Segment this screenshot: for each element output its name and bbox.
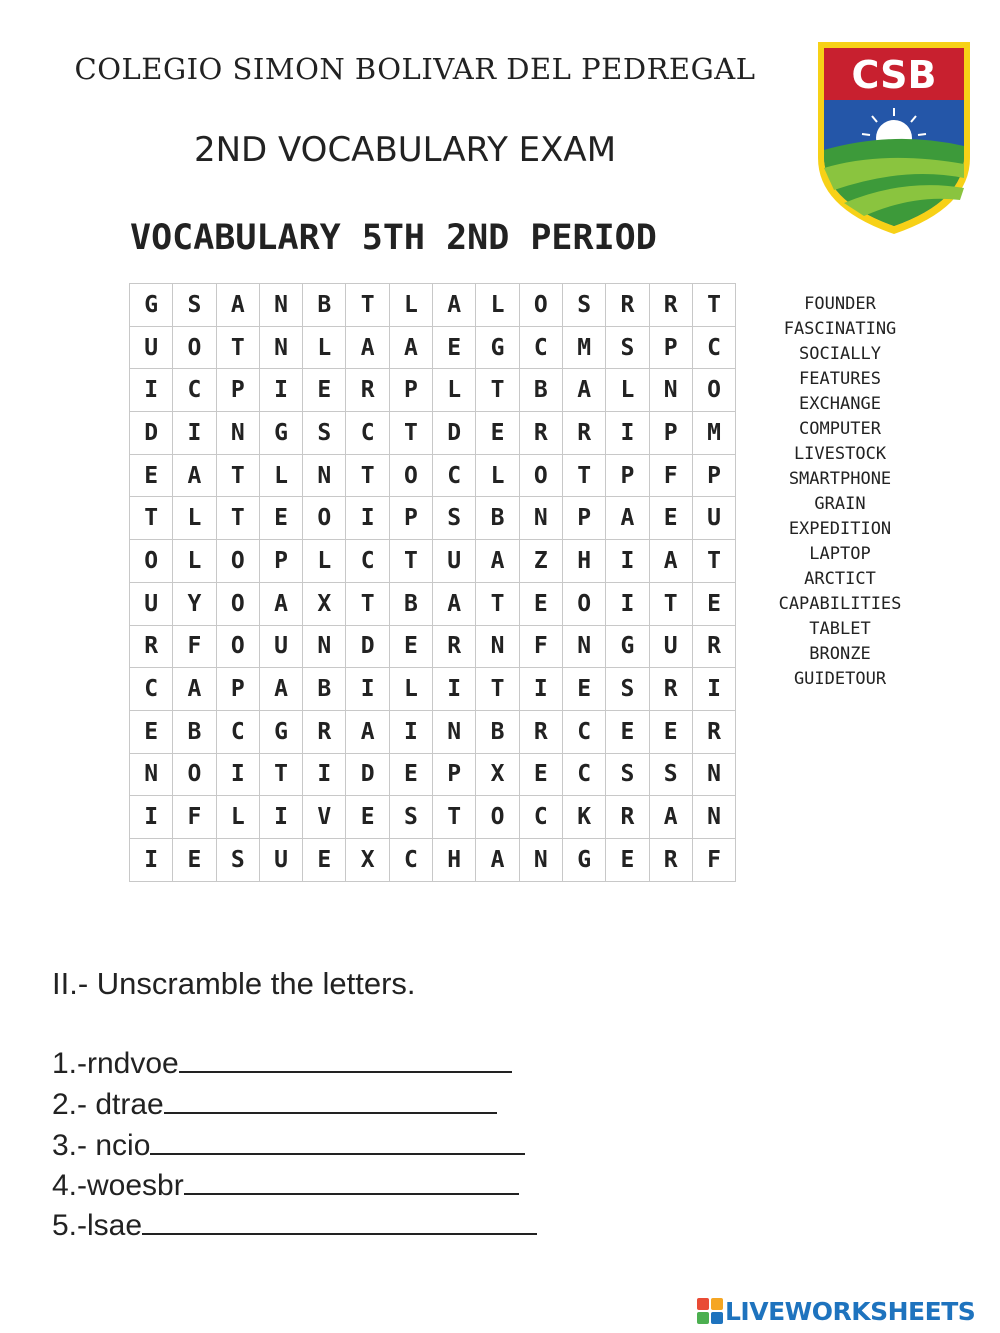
grid-cell[interactable]: E: [130, 710, 173, 753]
grid-cell[interactable]: N: [303, 454, 346, 497]
grid-cell[interactable]: M: [562, 326, 605, 369]
grid-cell[interactable]: R: [606, 796, 649, 839]
grid-cell[interactable]: P: [259, 540, 302, 583]
grid-cell[interactable]: E: [562, 668, 605, 711]
grid-cell[interactable]: P: [216, 369, 259, 412]
grid-cell[interactable]: G: [562, 838, 605, 881]
grid-cell[interactable]: O: [216, 540, 259, 583]
grid-cell[interactable]: L: [259, 454, 302, 497]
grid-cell[interactable]: G: [130, 284, 173, 327]
grid-cell[interactable]: I: [606, 582, 649, 625]
grid-cell[interactable]: A: [476, 540, 519, 583]
grid-cell[interactable]: N: [259, 326, 302, 369]
grid-cell[interactable]: E: [519, 582, 562, 625]
scrambled-word: 3.- ncio: [52, 1129, 151, 1162]
grid-cell[interactable]: T: [433, 796, 476, 839]
grid-cell[interactable]: I: [130, 838, 173, 881]
grid-cell[interactable]: C: [519, 326, 562, 369]
grid-row: [130, 753, 736, 796]
grid-cell[interactable]: I: [173, 412, 216, 455]
grid-cell[interactable]: I: [519, 668, 562, 711]
grid-cell[interactable]: D: [346, 625, 389, 668]
grid-cell[interactable]: N: [216, 412, 259, 455]
grid-cell[interactable]: F: [519, 625, 562, 668]
grid-cell[interactable]: A: [649, 796, 692, 839]
word-list-item: ARCTICT: [804, 569, 876, 589]
grid-cell[interactable]: A: [173, 454, 216, 497]
grid-cell[interactable]: N: [476, 625, 519, 668]
grid-cell[interactable]: I: [346, 497, 389, 540]
grid-cell[interactable]: B: [519, 369, 562, 412]
grid-cell[interactable]: K: [562, 796, 605, 839]
grid-cell[interactable]: B: [173, 710, 216, 753]
grid-cell[interactable]: C: [692, 326, 735, 369]
grid-cell[interactable]: R: [519, 710, 562, 753]
grid-cell[interactable]: R: [346, 369, 389, 412]
grid-row: [130, 326, 736, 369]
grid-cell[interactable]: E: [259, 497, 302, 540]
word-list-item: CAPABILITIES: [778, 594, 902, 614]
grid-cell[interactable]: A: [433, 284, 476, 327]
grid-cell[interactable]: X: [346, 838, 389, 881]
grid-cell[interactable]: S: [606, 668, 649, 711]
grid-cell[interactable]: I: [130, 796, 173, 839]
grid-cell[interactable]: T: [562, 454, 605, 497]
grid-cell[interactable]: I: [433, 668, 476, 711]
word-search-title: VOCABULARY 5TH 2ND PERIOD: [130, 218, 657, 258]
grid-cell[interactable]: U: [130, 326, 173, 369]
word-list-item: TABLET: [809, 619, 871, 639]
grid-cell[interactable]: X: [476, 753, 519, 796]
unscramble-item-4: [52, 1167, 519, 1203]
grid-row: [130, 454, 736, 497]
grid-cell[interactable]: M: [692, 412, 735, 455]
grid-cell[interactable]: I: [692, 668, 735, 711]
word-list-item: SOCIALLY: [799, 344, 881, 364]
grid-cell[interactable]: C: [562, 710, 605, 753]
grid-cell[interactable]: N: [433, 710, 476, 753]
logo-text: CSB: [851, 53, 937, 97]
grid-cell[interactable]: I: [606, 412, 649, 455]
grid-cell[interactable]: P: [606, 454, 649, 497]
grid-cell[interactable]: R: [433, 625, 476, 668]
grid-cell[interactable]: A: [476, 838, 519, 881]
grid-cell[interactable]: A: [649, 540, 692, 583]
grid-cell[interactable]: T: [476, 582, 519, 625]
grid-cell[interactable]: D: [433, 412, 476, 455]
grid-cell[interactable]: L: [173, 497, 216, 540]
answer-line[interactable]: [184, 1167, 519, 1195]
grid-cell[interactable]: V: [303, 796, 346, 839]
grid-cell[interactable]: L: [216, 796, 259, 839]
grid-cell[interactable]: A: [433, 582, 476, 625]
grid-cell[interactable]: P: [389, 369, 432, 412]
answer-line[interactable]: [164, 1086, 497, 1114]
grid-cell[interactable]: T: [346, 582, 389, 625]
word-list-item: BRONZE: [809, 644, 871, 664]
word-list-item: FASCINATING: [783, 319, 897, 339]
grid-cell[interactable]: B: [476, 497, 519, 540]
grid-cell[interactable]: R: [649, 838, 692, 881]
grid-cell[interactable]: P: [433, 753, 476, 796]
grid-cell[interactable]: L: [389, 284, 432, 327]
grid-cell[interactable]: S: [216, 838, 259, 881]
grid-cell[interactable]: L: [389, 668, 432, 711]
grid-cell[interactable]: I: [130, 369, 173, 412]
grid-cell[interactable]: P: [389, 497, 432, 540]
grid-cell[interactable]: E: [606, 838, 649, 881]
grid-cell[interactable]: Y: [173, 582, 216, 625]
grid-cell[interactable]: B: [303, 284, 346, 327]
grid-cell[interactable]: L: [476, 454, 519, 497]
footer-brand-text: LIVEWORKSHEETS: [725, 1297, 976, 1326]
grid-cell[interactable]: U: [433, 540, 476, 583]
grid-cell[interactable]: R: [649, 668, 692, 711]
grid-cell[interactable]: N: [259, 284, 302, 327]
grid-row: [130, 625, 736, 668]
word-list-item: FEATURES: [799, 369, 881, 389]
grid-cell[interactable]: E: [476, 412, 519, 455]
grid-row: [130, 540, 736, 583]
grid-cell[interactable]: I: [303, 753, 346, 796]
grid-cell[interactable]: T: [346, 454, 389, 497]
grid-row: [130, 497, 736, 540]
grid-cell[interactable]: O: [519, 454, 562, 497]
grid-cell[interactable]: F: [692, 838, 735, 881]
grid-cell[interactable]: T: [216, 497, 259, 540]
grid-cell[interactable]: E: [519, 753, 562, 796]
grid-cell[interactable]: S: [649, 753, 692, 796]
grid-cell[interactable]: R: [303, 710, 346, 753]
grid-cell[interactable]: T: [346, 284, 389, 327]
grid-cell[interactable]: S: [389, 796, 432, 839]
grid-cell[interactable]: P: [649, 326, 692, 369]
grid-cell[interactable]: E: [389, 625, 432, 668]
grid-cell[interactable]: O: [173, 753, 216, 796]
grid-cell[interactable]: C: [130, 668, 173, 711]
grid-row: [130, 668, 736, 711]
word-search-grid[interactable]: [129, 283, 736, 882]
grid-cell[interactable]: O: [562, 582, 605, 625]
grid-cell[interactable]: H: [433, 838, 476, 881]
grid-cell[interactable]: A: [346, 710, 389, 753]
grid-cell[interactable]: N: [692, 796, 735, 839]
grid-cell[interactable]: A: [389, 326, 432, 369]
exam-title: 2ND VOCABULARY EXAM: [193, 130, 617, 170]
grid-cell[interactable]: E: [303, 369, 346, 412]
grid-cell[interactable]: O: [476, 796, 519, 839]
grid-cell[interactable]: N: [692, 753, 735, 796]
grid-cell[interactable]: U: [649, 625, 692, 668]
grid-cell[interactable]: T: [389, 540, 432, 583]
grid-cell[interactable]: A: [606, 497, 649, 540]
grid-cell[interactable]: R: [519, 412, 562, 455]
unscramble-item-1: [52, 1045, 512, 1081]
grid-cell[interactable]: C: [173, 369, 216, 412]
grid-cell[interactable]: I: [259, 369, 302, 412]
word-list-item: LIVESTOCK: [793, 444, 887, 464]
grid-cell[interactable]: R: [562, 412, 605, 455]
scrambled-word: 1.-rndvoe: [52, 1047, 179, 1080]
grid-cell[interactable]: O: [389, 454, 432, 497]
grid-cell[interactable]: F: [173, 796, 216, 839]
grid-cell[interactable]: C: [433, 454, 476, 497]
grid-cell[interactable]: T: [389, 412, 432, 455]
grid-cell[interactable]: E: [433, 326, 476, 369]
liveworksheets-icon: [697, 1298, 723, 1326]
grid-row: [130, 796, 736, 839]
grid-cell[interactable]: U: [259, 838, 302, 881]
grid-row: [130, 369, 736, 412]
grid-cell[interactable]: H: [562, 540, 605, 583]
grid-cell[interactable]: T: [130, 497, 173, 540]
grid-row: [130, 582, 736, 625]
grid-cell[interactable]: G: [259, 412, 302, 455]
grid-cell[interactable]: C: [346, 412, 389, 455]
grid-cell[interactable]: R: [130, 625, 173, 668]
grid-cell[interactable]: A: [259, 668, 302, 711]
grid-cell[interactable]: P: [649, 412, 692, 455]
grid-row: [130, 284, 736, 327]
grid-cell[interactable]: T: [692, 284, 735, 327]
school-name: COLEGIO SIMON BOLIVAR DEL PEDREGAL: [74, 52, 756, 86]
grid-cell[interactable]: C: [519, 796, 562, 839]
word-list-item: SMARTPHONE: [788, 469, 892, 489]
grid-cell[interactable]: A: [216, 284, 259, 327]
grid-cell[interactable]: U: [259, 625, 302, 668]
school-logo: [814, 38, 974, 238]
scrambled-word: 4.-woesbr: [52, 1169, 184, 1202]
grid-cell[interactable]: S: [173, 284, 216, 327]
word-list-item: GRAIN: [814, 494, 866, 514]
grid-row: [130, 412, 736, 455]
grid-cell[interactable]: L: [606, 369, 649, 412]
word-list-item: LAPTOP: [809, 544, 871, 564]
grid-cell[interactable]: U: [692, 497, 735, 540]
grid-cell[interactable]: F: [649, 454, 692, 497]
grid-cell[interactable]: N: [649, 369, 692, 412]
grid-cell[interactable]: O: [216, 625, 259, 668]
grid-cell[interactable]: D: [130, 412, 173, 455]
word-list: [765, 292, 915, 692]
grid-cell[interactable]: R: [606, 284, 649, 327]
grid-cell[interactable]: L: [476, 284, 519, 327]
grid-cell[interactable]: S: [606, 326, 649, 369]
grid-cell[interactable]: E: [389, 753, 432, 796]
grid-cell[interactable]: E: [649, 497, 692, 540]
grid-cell[interactable]: R: [692, 710, 735, 753]
grid-cell[interactable]: O: [216, 582, 259, 625]
grid-cell[interactable]: Z: [519, 540, 562, 583]
grid-cell[interactable]: E: [303, 838, 346, 881]
grid-cell[interactable]: S: [562, 284, 605, 327]
grid-cell[interactable]: R: [692, 625, 735, 668]
grid-cell[interactable]: E: [130, 454, 173, 497]
grid-cell[interactable]: B: [476, 710, 519, 753]
grid-cell[interactable]: I: [389, 710, 432, 753]
grid-cell[interactable]: A: [562, 369, 605, 412]
grid-cell[interactable]: O: [519, 284, 562, 327]
grid-cell[interactable]: L: [433, 369, 476, 412]
grid-cell[interactable]: L: [173, 540, 216, 583]
grid-cell[interactable]: L: [303, 326, 346, 369]
grid-cell[interactable]: T: [216, 326, 259, 369]
grid-cell[interactable]: C: [216, 710, 259, 753]
grid-cell[interactable]: T: [476, 369, 519, 412]
grid-cell[interactable]: N: [519, 497, 562, 540]
grid-cell[interactable]: O: [692, 369, 735, 412]
grid-cell[interactable]: E: [173, 838, 216, 881]
grid-cell[interactable]: G: [476, 326, 519, 369]
grid-cell[interactable]: T: [692, 540, 735, 583]
grid-cell[interactable]: D: [346, 753, 389, 796]
grid-cell[interactable]: P: [562, 497, 605, 540]
grid-cell[interactable]: S: [303, 412, 346, 455]
unscramble-item-5: [52, 1207, 537, 1243]
grid-cell[interactable]: C: [562, 753, 605, 796]
answer-line[interactable]: [142, 1207, 537, 1235]
word-list-item: COMPUTER: [799, 419, 881, 439]
grid-cell[interactable]: N: [519, 838, 562, 881]
grid-cell[interactable]: E: [649, 710, 692, 753]
grid-row: [130, 710, 736, 753]
scrambled-word: 2.- dtrae: [52, 1088, 164, 1121]
scrambled-word: 5.-lsae: [52, 1209, 143, 1242]
grid-cell[interactable]: T: [476, 668, 519, 711]
grid-cell[interactable]: N: [562, 625, 605, 668]
word-list-item: GUIDETOUR: [793, 669, 887, 689]
answer-line[interactable]: [179, 1045, 512, 1073]
footer-brand[interactable]: [697, 1297, 992, 1327]
word-list-item: EXCHANGE: [799, 394, 881, 414]
grid-cell[interactable]: C: [346, 540, 389, 583]
grid-cell[interactable]: T: [216, 454, 259, 497]
grid-cell[interactable]: A: [173, 668, 216, 711]
grid-cell[interactable]: C: [389, 838, 432, 881]
grid-cell[interactable]: O: [130, 540, 173, 583]
grid-cell[interactable]: X: [303, 582, 346, 625]
grid-cell[interactable]: A: [346, 326, 389, 369]
grid-cell[interactable]: B: [389, 582, 432, 625]
grid-cell[interactable]: N: [303, 625, 346, 668]
grid-cell[interactable]: T: [259, 753, 302, 796]
grid-cell[interactable]: A: [259, 582, 302, 625]
grid-cell[interactable]: S: [606, 753, 649, 796]
grid-cell[interactable]: I: [606, 540, 649, 583]
grid-cell[interactable]: T: [649, 582, 692, 625]
unscramble-item-2: [52, 1086, 497, 1122]
unscramble-heading: II.- Unscramble the letters.: [52, 966, 416, 1001]
answer-line[interactable]: [150, 1127, 525, 1155]
grid-cell[interactable]: U: [130, 582, 173, 625]
grid-cell[interactable]: O: [303, 497, 346, 540]
grid-cell[interactable]: P: [692, 454, 735, 497]
grid-row: [130, 838, 736, 881]
grid-cell[interactable]: I: [216, 753, 259, 796]
unscramble-item-3: [52, 1127, 525, 1163]
grid-cell[interactable]: G: [606, 625, 649, 668]
grid-cell[interactable]: S: [433, 497, 476, 540]
grid-cell[interactable]: E: [692, 582, 735, 625]
grid-cell[interactable]: B: [303, 668, 346, 711]
grid-cell[interactable]: R: [649, 284, 692, 327]
grid-cell[interactable]: G: [259, 710, 302, 753]
word-list-item: FOUNDER: [804, 294, 876, 314]
grid-cell[interactable]: O: [173, 326, 216, 369]
grid-cell[interactable]: E: [606, 710, 649, 753]
grid-cell[interactable]: F: [173, 625, 216, 668]
grid-cell[interactable]: I: [346, 668, 389, 711]
grid-cell[interactable]: N: [130, 753, 173, 796]
grid-cell[interactable]: E: [346, 796, 389, 839]
grid-cell[interactable]: P: [216, 668, 259, 711]
grid-cell[interactable]: I: [259, 796, 302, 839]
word-list-item: EXPEDITION: [788, 519, 892, 539]
grid-cell[interactable]: L: [303, 540, 346, 583]
